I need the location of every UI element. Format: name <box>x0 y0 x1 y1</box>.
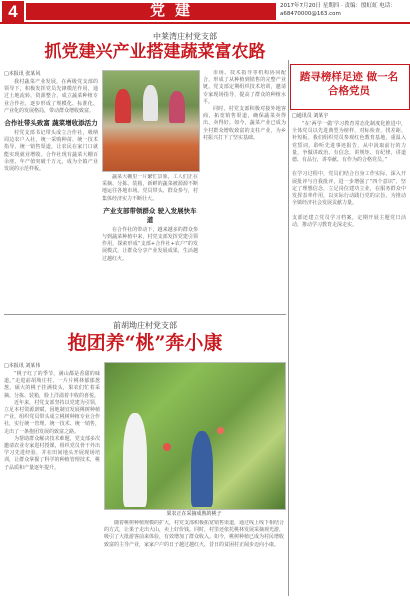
article1-byline: □本报讯 张某风 <box>4 71 41 77</box>
section-divider <box>4 314 286 315</box>
article1-subhead-2: 产业支部带领群众 驶入发展快车道 <box>103 206 197 224</box>
article2-paragraph: “桃子红了的季节，满山都是香甜的味道。”走进前胡坳庄村，一片片桃林郁郁葱葱，硕大的桃子挂满枝头，果农们忙着采摘、分拣、装箱，脸上洋溢着丰收的喜悦。 <box>4 371 100 399</box>
article1-paragraph: 市场、技术指导等机构协同配合，形成了从种植到销售的完整产业链。党支部定期组织技术培训，邀请专家现场指导，提高了群众的种植水平。 <box>203 70 286 105</box>
masthead-meta: 2017年7月20日 星期四 · 责编：殷虹虹 电话：a68470000@163.com <box>280 3 396 17</box>
article1-paragraph: 蔬菜大棚里一片繁忙景象，工人们正在采摘、分拣、装箱，新鲜的蔬菜被源源不断地运往各地市场。党员带头、群众参与，村集体经济实力不断壮大。 <box>102 174 198 202</box>
article2-column-2 <box>104 520 284 596</box>
article2-paragraph: 随着桃树种植规模的扩大，村党支部积极拓宽销售渠道，通过线上线下相结合的方式，让果子走出大山，卖上好价钱。同时，村里还依托桃林发展采摘观光游，吸引了大批游客前来体验，有效增加了群众收入。如今，桃树种植已成为村民增收致富的主导产业，家家户户的日子越过越红火，昔日的贫困村正阔步迈向小康。 <box>104 520 284 548</box>
column-divider <box>288 60 289 596</box>
article1-photo <box>102 70 200 172</box>
article1-paragraph: 同时，村党支部积极对接外地客商，拓宽销售渠道，确保蔬菜卖得出、卖得好。如今，蔬菜产业已成为全村群众增收致富的支柱产业，为乡村振兴打下了坚实基础。 <box>203 106 286 141</box>
sidebar-body: “在‘两学一做’学习教育常态化制度化推进中，全体党员以先进典型为榜样，对标检查，找差距、补短板。我们组织党员参观红色教育基地，重温入党誓词，聆听先进事迹报告，从中汲取前行的力量，争做讲政治、有信念，讲规矩、有纪律，讲道德、有品行，讲奉献、有作为的合格党员。” 在学习过程中，党员们结合自身工作实际，深入开展批评与自我批评，进一步增强了“四个意识”，坚定了理想信念，立足岗位建功立业，在服务群众中发挥表率作用，以实际行动践行党的宗旨，为推动全镇经济社会发展贡献力量。 支部还建立党员学习档案，定期开展主题党日活动，推动学习教育走深走实。 <box>292 121 406 228</box>
article1-column-3 <box>203 70 286 310</box>
section-title: 党建 <box>150 1 201 19</box>
article2-kicker: 前胡坳庄村党支部 <box>113 321 177 330</box>
article2-photo-caption: 果农正在采摘成熟的桃子 <box>166 511 222 517</box>
photo-person <box>169 91 185 123</box>
sidebar-byline: □通讯员 刘某宇 <box>292 113 329 119</box>
article1-subhead-1: 合作社带头致富 蔬菜增收添活力 <box>4 119 98 128</box>
article2-column-1 <box>4 362 100 596</box>
article2-paragraph: 为帮助群众解决技术难题，党支部多次邀请农业专家进村授课，组织党员骨干外出学习先进经验，并在田间地头开展现场培训，让群众掌握了科学的种植管理技术，桃子品质和产量逐年提升。 <box>4 435 100 471</box>
article1-paragraph: 在合作社的带动下，越来越多的群众参与到蔬菜种植中来，村党支部发挥党建引领作用，探索形成“支部+合作社+农户”的发展模式，让群众分享产业发展成果，生活越过越红火。 <box>102 226 198 262</box>
photo-person <box>143 85 158 121</box>
photo-person <box>123 413 147 507</box>
sidebar-column <box>292 112 406 596</box>
article1-paragraph: 村党支部书记带头成立合作社，吸纳周边农户入社，统一采购种苗、统一技术指导、统一销售渠道，让农民在家门口就能实现就业增收。合作社现有蔬菜大棚百余座，年产值突破千万元，成为全镇产业发展的示范样板。 <box>4 130 98 173</box>
page-number: 4 <box>2 1 24 23</box>
article1-column-1 <box>4 70 98 310</box>
sidebar-headline: 踏寻榜样足迹 做一名合格党员 <box>299 71 399 97</box>
peach-icon <box>217 427 224 434</box>
article1-kicker: 中莱湾庄村党支部 <box>153 32 217 41</box>
article1-column-2 <box>102 174 198 310</box>
photo-person <box>115 89 131 123</box>
article1-headline: 抓党建兴产业搭建蔬菜富农路 <box>44 42 266 62</box>
peach-icon <box>163 443 171 451</box>
masthead-rule <box>0 22 410 24</box>
article2-paragraph: 近年来，村党支部坚持以党建为引领，立足本村资源禀赋，因地制宜发展桃树种植产业，组织党员带头成立桃树种植专业合作社，实行统一管理、统一技术、统一销售，走出了一条抱团发展的致富之路。 <box>4 399 100 435</box>
photo-person <box>191 431 213 507</box>
article2-headline: 抱团养“桃”奔小康 <box>67 332 223 354</box>
masthead <box>0 0 410 26</box>
article1-paragraph: 我村蔬菜产业发展，在两级党支部的领导下，积极发挥党员先锋模范作用，通过土地流转、资源整合，成立蔬菜种植专业合作社，逐步形成了规模化、标准化、产业化的发展格局，带动群众增收致富。 <box>4 79 98 114</box>
article2-photo <box>104 362 286 510</box>
article2-byline: □本报讯 刘某伟 <box>4 363 41 369</box>
